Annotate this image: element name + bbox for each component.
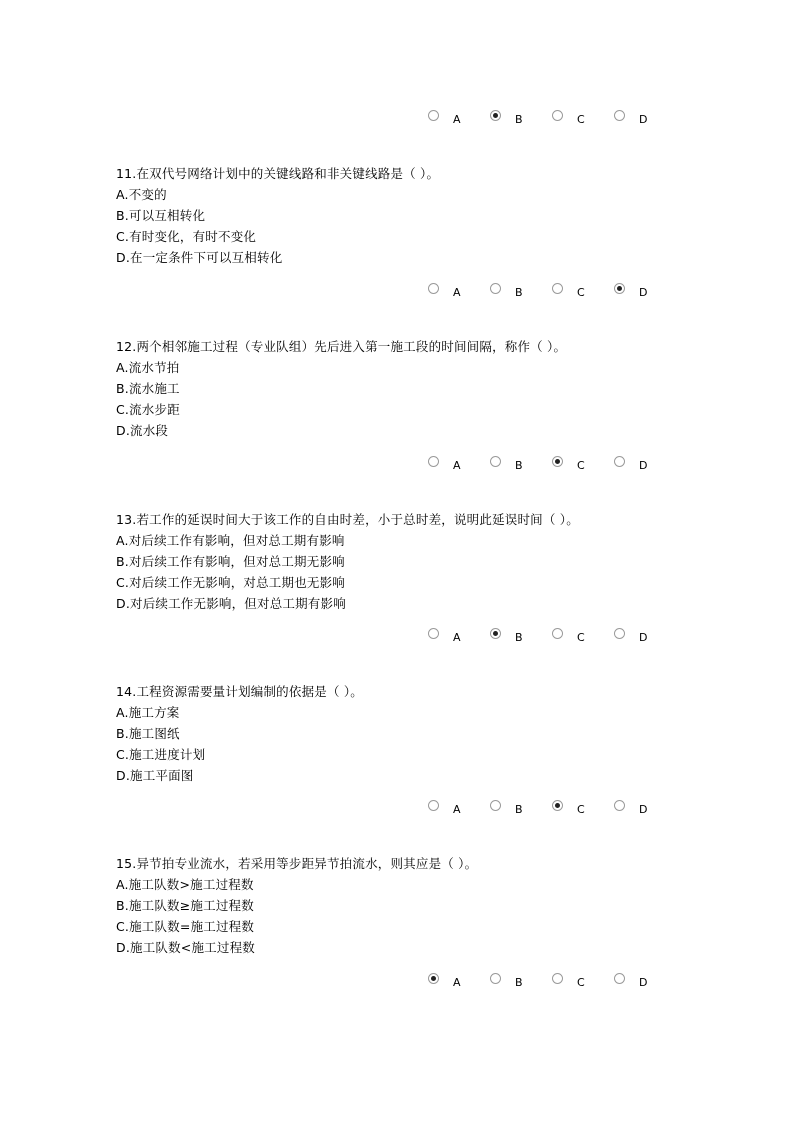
choice-label: D bbox=[639, 631, 648, 644]
radio-button-d[interactable] bbox=[614, 628, 625, 639]
choice-a[interactable] bbox=[428, 454, 468, 474]
choice-label: C bbox=[577, 286, 585, 299]
choice-d[interactable] bbox=[614, 626, 654, 646]
choice-label: C bbox=[577, 459, 585, 472]
radio-button-a[interactable] bbox=[428, 628, 439, 639]
option-d: D.在一定条件下可以互相转化 bbox=[116, 250, 283, 265]
answer-row-14 bbox=[428, 798, 658, 818]
radio-button-d[interactable] bbox=[614, 110, 625, 121]
radio-button-a[interactable] bbox=[428, 110, 439, 121]
choice-label: A bbox=[453, 459, 461, 472]
radio-button-a[interactable] bbox=[428, 973, 439, 984]
question-text: 11.在双代号网络计划中的关键线路和非关键线路是（ ）。 bbox=[116, 166, 440, 181]
radio-button-a[interactable] bbox=[428, 800, 439, 811]
choice-c[interactable] bbox=[552, 454, 592, 474]
option-b: B.流水施工 bbox=[116, 381, 180, 396]
choice-label: B bbox=[515, 113, 523, 126]
radio-button-d[interactable] bbox=[614, 800, 625, 811]
choice-a[interactable] bbox=[428, 108, 468, 128]
option-c: C.有时变化，有时不变化 bbox=[116, 229, 257, 244]
choice-c[interactable] bbox=[552, 798, 592, 818]
option-d: D.流水段 bbox=[116, 423, 169, 438]
answer-row-10 bbox=[428, 108, 658, 128]
option-a: A.施工队数>施工过程数 bbox=[116, 877, 254, 892]
choice-label: A bbox=[453, 286, 461, 299]
choice-c[interactable] bbox=[552, 281, 592, 301]
radio-button-c[interactable] bbox=[552, 800, 563, 811]
option-d: D.对后续工作无影响，但对总工期有影响 bbox=[116, 596, 346, 611]
option-a: A.对后续工作有影响，但对总工期有影响 bbox=[116, 533, 345, 548]
answer-row-15 bbox=[428, 971, 658, 991]
choice-label: D bbox=[639, 459, 648, 472]
choice-label: D bbox=[639, 803, 648, 816]
choice-b[interactable] bbox=[490, 971, 530, 991]
choice-b[interactable] bbox=[490, 798, 530, 818]
question-text: 13.若工作的延误时间大于该工作的自由时差，小于总时差，说明此延误时间（ ）。 bbox=[116, 512, 579, 527]
choice-d[interactable] bbox=[614, 108, 654, 128]
radio-button-b[interactable] bbox=[490, 628, 501, 639]
radio-button-b[interactable] bbox=[490, 283, 501, 294]
choice-label: C bbox=[577, 631, 585, 644]
option-c: C.流水步距 bbox=[116, 402, 180, 417]
choice-label: D bbox=[639, 286, 648, 299]
option-d: D.施工队数<施工过程数 bbox=[116, 940, 255, 955]
question-text: 12.两个相邻施工过程（专业队组）先后进入第一施工段的时间间隔，称作（ ）。 bbox=[116, 339, 567, 354]
choice-label: C bbox=[577, 113, 585, 126]
radio-button-b[interactable] bbox=[490, 800, 501, 811]
choice-label: C bbox=[577, 976, 585, 989]
option-b: B.施工队数≥施工过程数 bbox=[116, 898, 254, 913]
radio-button-c[interactable] bbox=[552, 973, 563, 984]
choice-label: A bbox=[453, 631, 461, 644]
radio-button-a[interactable] bbox=[428, 456, 439, 467]
choice-a[interactable] bbox=[428, 971, 468, 991]
question-12 bbox=[116, 336, 566, 441]
choice-b[interactable] bbox=[490, 281, 530, 301]
option-c: C.施工进度计划 bbox=[116, 747, 206, 762]
option-c: C.对后续工作无影响，对总工期也无影响 bbox=[116, 575, 346, 590]
choice-a[interactable] bbox=[428, 798, 468, 818]
option-c: C.施工队数=施工过程数 bbox=[116, 919, 255, 934]
choice-b[interactable] bbox=[490, 108, 530, 128]
question-11 bbox=[116, 163, 439, 268]
radio-button-b[interactable] bbox=[490, 973, 501, 984]
radio-button-b[interactable] bbox=[490, 456, 501, 467]
choice-a[interactable] bbox=[428, 281, 468, 301]
question-15 bbox=[116, 853, 477, 958]
choice-label: B bbox=[515, 286, 523, 299]
option-b: B.对后续工作有影响，但对总工期无影响 bbox=[116, 554, 345, 569]
choice-label: B bbox=[515, 976, 523, 989]
choice-a[interactable] bbox=[428, 626, 468, 646]
radio-button-c[interactable] bbox=[552, 283, 563, 294]
choice-label: D bbox=[639, 113, 648, 126]
choice-d[interactable] bbox=[614, 454, 654, 474]
radio-button-d[interactable] bbox=[614, 973, 625, 984]
choice-d[interactable] bbox=[614, 971, 654, 991]
choice-label: A bbox=[453, 803, 461, 816]
question-14 bbox=[116, 681, 363, 786]
choice-label: A bbox=[453, 976, 461, 989]
radio-button-b[interactable] bbox=[490, 110, 501, 121]
question-text: 15.异节拍专业流水，若采用等步距异节拍流水，则其应是（ ）。 bbox=[116, 856, 478, 871]
answer-row-11 bbox=[428, 281, 658, 301]
choice-c[interactable] bbox=[552, 971, 592, 991]
choice-label: A bbox=[453, 113, 461, 126]
answer-row-12 bbox=[428, 454, 658, 474]
choice-b[interactable] bbox=[490, 454, 530, 474]
radio-button-a[interactable] bbox=[428, 283, 439, 294]
choice-label: B bbox=[515, 459, 523, 472]
radio-button-c[interactable] bbox=[552, 628, 563, 639]
option-a: A.不变的 bbox=[116, 187, 167, 202]
question-13 bbox=[116, 509, 579, 614]
choice-d[interactable] bbox=[614, 798, 654, 818]
choice-d[interactable] bbox=[614, 281, 654, 301]
choice-c[interactable] bbox=[552, 108, 592, 128]
option-a: A.流水节拍 bbox=[116, 360, 180, 375]
question-text: 14.工程资源需要量计划编制的依据是（ ）。 bbox=[116, 684, 364, 699]
choice-c[interactable] bbox=[552, 626, 592, 646]
choice-label: D bbox=[639, 976, 648, 989]
choice-b[interactable] bbox=[490, 626, 530, 646]
radio-button-c[interactable] bbox=[552, 456, 563, 467]
choice-label: B bbox=[515, 631, 523, 644]
answer-row-13 bbox=[428, 626, 658, 646]
choice-label: C bbox=[577, 803, 585, 816]
radio-button-d[interactable] bbox=[614, 283, 625, 294]
option-b: B.可以互相转化 bbox=[116, 208, 206, 223]
choice-label: B bbox=[515, 803, 523, 816]
option-b: B.施工图纸 bbox=[116, 726, 180, 741]
option-a: A.施工方案 bbox=[116, 705, 180, 720]
radio-button-c[interactable] bbox=[552, 110, 563, 121]
option-d: D.施工平面图 bbox=[116, 768, 194, 783]
radio-button-d[interactable] bbox=[614, 456, 625, 467]
